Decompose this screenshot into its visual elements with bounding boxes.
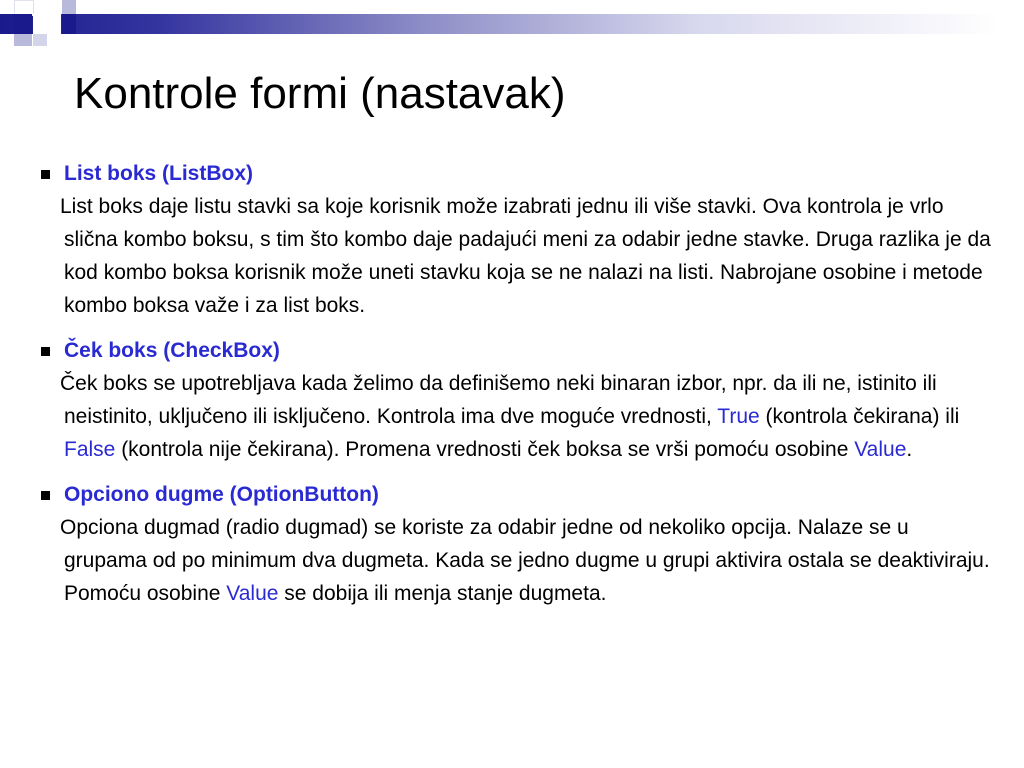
- paragraph-text: (kontrola nije čekirana). Promena vrednosti ček boksa se vrši pomoću osobine: [115, 438, 855, 461]
- header-gradient-band: [0, 14, 1024, 34]
- section-paragraph: [36, 367, 996, 466]
- bullet-heading: [36, 335, 996, 367]
- decor-square: [14, 14, 32, 34]
- square-bullet-icon: [41, 347, 50, 356]
- keyword-value: Value: [226, 582, 279, 605]
- decor-square: [33, 14, 61, 34]
- section-paragraph: [36, 190, 996, 322]
- decor-square: [33, 34, 47, 46]
- heading-text: List boks (ListBox): [64, 162, 254, 185]
- heading-text: Opciono dugme (OptionButton): [64, 483, 379, 506]
- section-optionbutton: [36, 479, 996, 610]
- paragraph-text: Ček boks se upotrebljava kada želimo da definišemo neki binaran izbor, npr. da ili ne, istinito ili neistinito, uključeno ili isključeno. Kontrola ima dve moguće vrednosti,: [60, 372, 937, 428]
- section-listbox: [36, 158, 996, 322]
- section-checkbox: [36, 335, 996, 466]
- section-paragraph: [36, 511, 996, 610]
- bullet-heading: [36, 479, 996, 511]
- paragraph-text: Opciona dugmad (radio dugmad) se koriste za odabir jedne od nekoliko opcija. Nalaze se u grupama od po minimum dva dugmeta. Kada se jedno dugme u grupi aktivira ostala se deaktiviraju. Pomoću osobine: [60, 516, 990, 605]
- paragraph-text: (kontrola čekirana) ili: [759, 405, 960, 428]
- slide-title: Kontrole formi (nastavak): [74, 69, 566, 118]
- decor-square: [62, 14, 76, 34]
- decor-square: [62, 0, 76, 14]
- square-bullet-icon: [41, 491, 50, 500]
- slide-content: [36, 158, 996, 610]
- keyword-false: False: [64, 438, 116, 461]
- keyword-value: Value: [854, 438, 907, 461]
- keyword-true: True: [717, 405, 760, 428]
- paragraph-text: se dobija ili menja stanje dugmeta.: [278, 582, 607, 605]
- paragraph-text: .: [906, 438, 913, 461]
- paragraph-text: List boks daje listu stavki sa koje korisnik može izabrati jednu ili više stavki. Ova kontrola je vrlo slična kombo boksu, s tim što kombo daje padajući meni za odabir jedne stavke. Druga razlika je da kod kombo boksa korisnik može uneti stavku koja se ne nalazi na listi. Nabrojane osobine i metode kombo boksa važe i za list boks.: [60, 195, 991, 317]
- decor-square: [14, 34, 32, 46]
- bullet-heading: [36, 158, 996, 190]
- heading-text: Ček boks (CheckBox): [64, 339, 280, 362]
- square-bullet-icon: [41, 170, 50, 179]
